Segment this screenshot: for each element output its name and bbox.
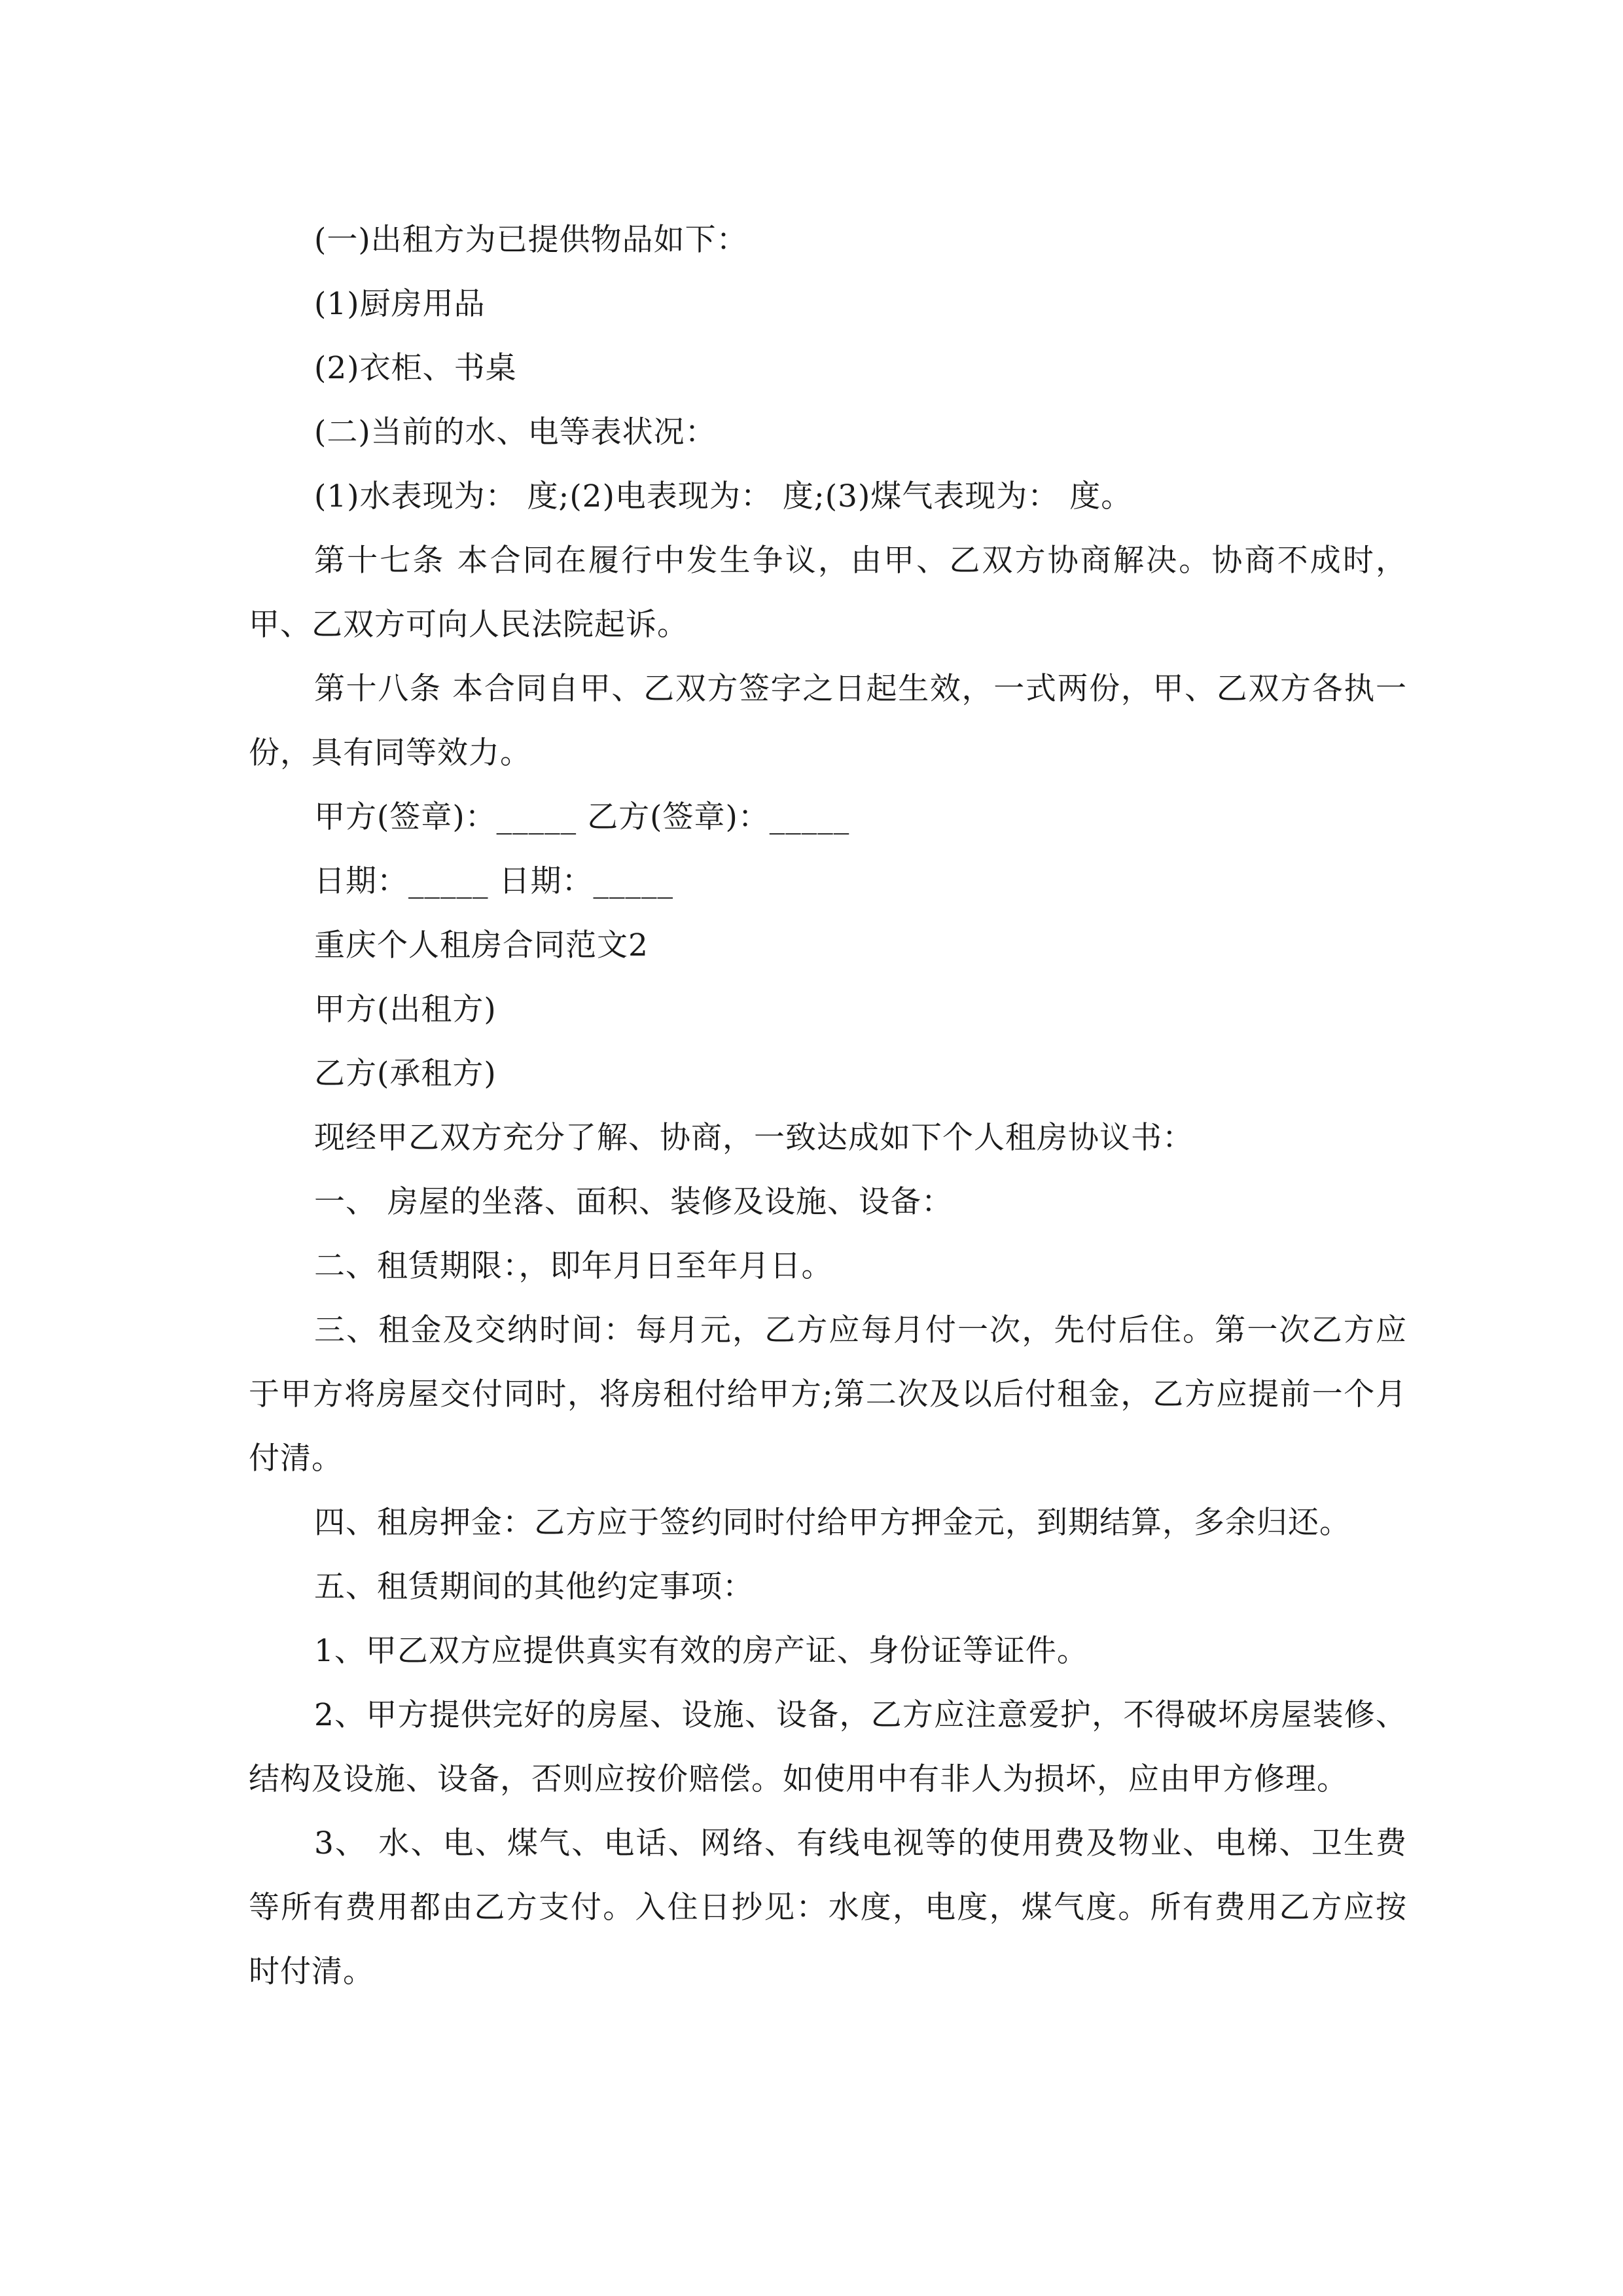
party-b-lessee: 乙方(承租方) <box>314 1056 497 1092</box>
section-title-sample-2: 重庆个人租房合同范文2 <box>314 927 649 963</box>
clause-2-lease-term: 二、租赁期限：，即年月日至年月日。 <box>314 1248 833 1284</box>
paragraph-meter-status: (二)当前的水、电等表状况： <box>314 414 717 450</box>
paragraph-wardrobe-desk: (2)衣柜、书桌 <box>314 350 517 386</box>
party-a-lessor: 甲方(出租方) <box>314 992 497 1028</box>
term-1-documents: 1、甲乙双方应提供真实有效的房产证、身份证等证件。 <box>314 1633 1088 1669</box>
paragraph-kitchen-items: (1)厨房用品 <box>314 286 486 322</box>
term-3-utilities: 3、 水、电、煤气、电话、网络、有线电视等的使用费及物业、电梯、卫生费等所有费用都由乙方支付。入住日抄见：水度，电度，煤气度。所有费用乙方应按时付清。 <box>249 1825 1407 1990</box>
signature-line: 甲方(签章)：_____ 乙方(签章)：_____ <box>314 799 850 835</box>
clause-5-other-terms: 五、租赁期间的其他约定事项： <box>314 1569 754 1605</box>
paragraph-agreement-intro: 现经甲乙双方充分了解、协商，一致达成如下个人租房协议书： <box>314 1120 1194 1156</box>
clause-3-rent-payment: 三、租金及交纳时间：每月元，乙方应每月付一次，先付后住。第一次乙方应于甲方将房屋交付同时，将房租付给甲方;第二次及以后付租金，乙方应提前一个月付清。 <box>249 1312 1407 1477</box>
paragraph-article-18: 第十八条 本合同自甲、乙双方签字之日起生效，一式两份，甲、乙双方各执一份，具有同等效力。 <box>249 671 1407 771</box>
document-body <box>249 208 1407 2004</box>
clause-4-deposit: 四、租房押金：乙方应于签约同时付给甲方押金元，到期结算，多余归还。 <box>314 1505 1351 1541</box>
paragraph-meter-readings: (1)水表现为： 度;(2)电表现为： 度;(3)煤气表现为： 度。 <box>314 478 1133 514</box>
term-2-maintenance: 2、甲方提供完好的房屋、设施、设备，乙方应注意爱护，不得破坏房屋装修、结构及设施、设备，否则应按价赔偿。如使用中有非人为损坏，应由甲方修理。 <box>249 1697 1407 1797</box>
date-line: 日期：_____ 日期：_____ <box>314 863 673 899</box>
paragraph-items-provided: (一)出租方为已提供物品如下： <box>314 222 748 258</box>
paragraph-article-17: 第十七条 本合同在履行中发生争议，由甲、乙双方协商解决。协商不成时，甲、乙双方可向人民法院起诉。 <box>249 543 1407 643</box>
clause-1-property: 一、 房屋的坐落、面积、装修及设施、设备： <box>314 1184 953 1220</box>
